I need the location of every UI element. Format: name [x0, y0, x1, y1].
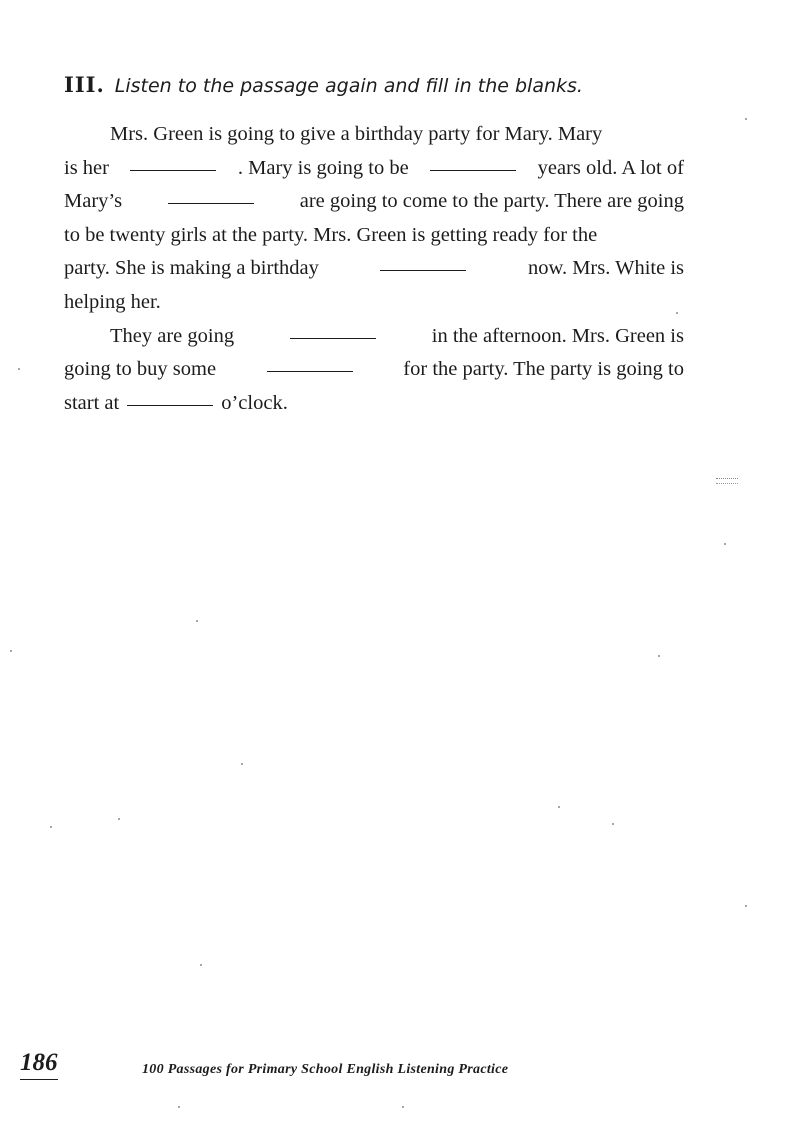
scan-speck	[118, 818, 120, 820]
exercise-instruction: Listen to the passage again and fill in the blanks.	[114, 75, 583, 97]
passage-line	[64, 320, 684, 354]
passage-line	[64, 387, 684, 421]
passage-text-segment: . Mary is going to be	[237, 156, 409, 179]
passage-line	[64, 219, 684, 253]
scan-speck	[402, 1106, 404, 1108]
passage-text-segment: o’clock.	[221, 391, 288, 414]
section-numeral: III.	[64, 72, 105, 97]
passage-text-segment: going to buy some	[64, 358, 217, 381]
passage-text-segment: are going to come to the party. There are going	[299, 190, 684, 213]
passage-line	[64, 286, 684, 320]
passage-text-segment: now. Mrs. White is	[527, 257, 684, 280]
answer-blank-3[interactable]	[168, 185, 254, 204]
answer-blank-7[interactable]	[127, 387, 213, 406]
answer-blank-2[interactable]	[430, 152, 516, 171]
scan-speck	[196, 620, 198, 622]
exercise-heading	[64, 70, 583, 101]
scan-speck	[724, 543, 726, 545]
book-title-footer: 100 Passages for Primary School English Listening Practice	[142, 1062, 509, 1077]
scan-speck	[676, 312, 678, 314]
passage-line	[64, 252, 684, 286]
scan-speck	[745, 118, 747, 120]
scan-speck	[18, 368, 20, 370]
passage-text-segment: years old. A lot of	[537, 156, 684, 179]
passage-text-segment: helping her.	[64, 290, 161, 313]
passage-text-segment: in the afternoon. Mrs. Green is	[431, 324, 684, 347]
scan-speck	[658, 655, 660, 657]
scan-speck	[50, 826, 52, 828]
answer-blank-6[interactable]	[267, 353, 353, 372]
passage-text-segment: is her	[64, 156, 109, 179]
answer-blank-5[interactable]	[290, 320, 376, 339]
passage-text-segment: party. She is making a birthday	[64, 257, 319, 280]
passage-line	[64, 353, 684, 387]
answer-blank-1[interactable]	[130, 152, 216, 171]
passage-text	[64, 118, 684, 420]
scan-speck	[178, 1106, 180, 1108]
passage-text-segment: start at	[64, 391, 120, 414]
passage-text-segment: for the party. The party is going to	[403, 358, 684, 381]
passage-text-segment: Mary’s	[64, 190, 123, 213]
scan-speck	[200, 964, 202, 966]
scan-speck	[241, 763, 243, 765]
scan-speck	[558, 806, 560, 808]
passage-text-segment: They are going	[110, 324, 235, 347]
scan-speck	[745, 905, 747, 907]
passage-text-segment: Mrs. Green is going to give a birthday party for Mary. Mary	[110, 123, 603, 145]
scan-speck	[10, 650, 12, 652]
page-number: 186	[20, 1049, 58, 1080]
passage-line	[64, 185, 684, 219]
passage-line	[64, 152, 684, 186]
scan-speck	[612, 823, 614, 825]
answer-blank-4[interactable]	[380, 252, 466, 271]
passage-text-segment: to be twenty girls at the party. Mrs. Green is getting ready for the	[64, 223, 598, 246]
scan-smudge	[716, 478, 738, 484]
passage-line	[64, 118, 684, 152]
